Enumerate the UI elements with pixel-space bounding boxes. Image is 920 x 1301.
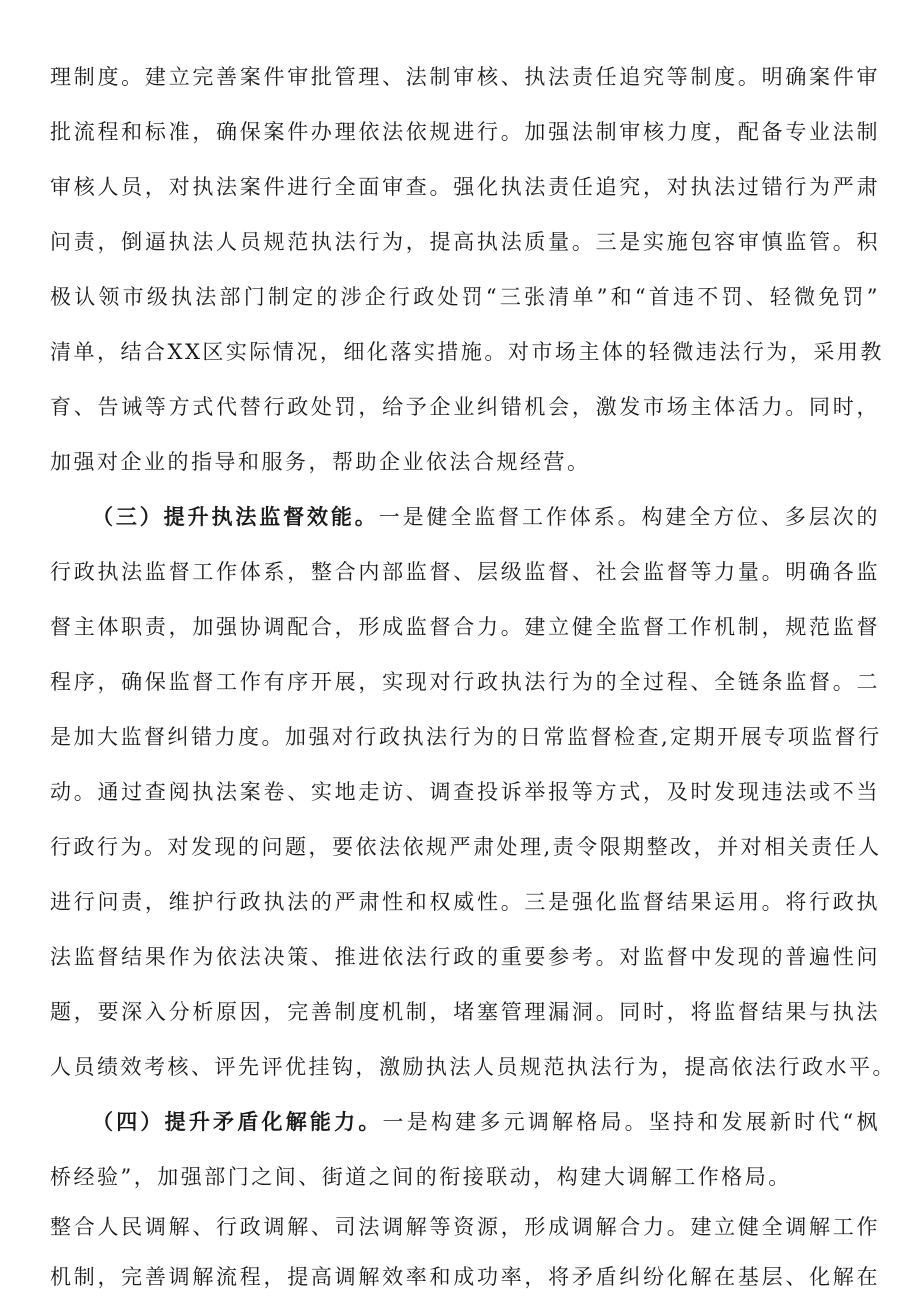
paragraph-line: 动。通过查阅执法案卷、实地走访、调查投诉举报等方式，及时发现违法或不当 [50, 780, 880, 804]
paragraph-line: 督主体职责，加强协调配合，形成监督合力。建立健全监督工作机制，规范监督 [50, 615, 880, 639]
section-heading-line [92, 502, 880, 532]
paragraph-line: 进行问责，维护行政执法的严肃性和权威性。三是强化监督结果运用。将行政执 [50, 890, 880, 914]
paragraph-line: 是加大监督纠错力度。加强对行政执法行为的日常监督检查,定期开展专项监督行 [50, 725, 882, 749]
paragraph-line: 行政执法监督工作体系，整合内部监督、层级监督、社会监督等力量。明确各监 [50, 560, 880, 584]
paragraph-line: 批流程和标准，确保案件办理依法依规进行。加强法制审核力度，配备专业法制 [50, 120, 880, 144]
paragraph-line: 理制度。建立完善案件审批管理、法制审核、执法责任追究等制度。明确案件审 [50, 65, 880, 89]
section-heading-line [92, 1107, 880, 1137]
paragraph-line: 育、告诫等方式代替行政处罚，给予企业纠错机会，激发市场主体活力。同时， [50, 395, 880, 419]
paragraph-line: 问责，倒逼执法人员规范执法行为，提高执法质量。三是实施包容审慎监管。积 [50, 230, 880, 254]
paragraph-line: 桥经验”，加强部门之间、街道之间的衔接联动，构建大调解工作格局。 [50, 1165, 792, 1189]
paragraph-line: 题，要深入分析原因，完善制度机制，堵塞管理漏洞。同时，将监督结果与执法 [50, 1000, 880, 1024]
paragraph-line: 行政行为。对发现的问题，要依法依规严肃处理,责令限期整改，并对相关责任人 [50, 835, 882, 859]
paragraph-line: 清单，结合XX区实际情况，细化落实措施。对市场主体的轻微违法行为，采用教 [50, 340, 884, 364]
section-heading: （三）提升执法监督效能。 [92, 504, 379, 529]
paragraph-text: 一是健全监督工作体系。构建全方位、多层次的 [378, 505, 880, 529]
paragraph-line: 程序，确保监督工作有序开展，实现对行政执法行为的全过程、全链条监督。二 [50, 670, 880, 694]
paragraph-line: 法监督结果作为依法决策、推进依法行政的重要参考。对监督中发现的普遍性问 [50, 945, 880, 969]
paragraph-line: 极认领市级执法部门制定的涉企行政处罚“三张清单”和“首违不罚、轻微免罚” [50, 285, 880, 309]
paragraph-line: 加强对企业的指导和服务，帮助企业依法合规经营。 [50, 450, 591, 474]
paragraph-line: 机制，完善调解流程，提高调解效率和成功率，将矛盾纠纷化解在基层、化解在 [50, 1265, 880, 1289]
section-heading: （四）提升矛盾化解能力。 [92, 1109, 383, 1134]
paragraph-line: 人员绩效考核、评先评优挂钩，激励执法人员规范执法行为，提高依法行政水平。 [50, 1055, 896, 1079]
paragraph-line: 整合人民调解、行政调解、司法调解等资源，形成调解合力。建立健全调解工作 [50, 1215, 880, 1239]
paragraph-line: 审核人员，对执法案件进行全面审查。强化执法责任追究，对执法过错行为严肃 [50, 175, 880, 199]
paragraph-text: 一是构建多元调解格局。坚持和发展新时代“枫 [382, 1110, 881, 1134]
